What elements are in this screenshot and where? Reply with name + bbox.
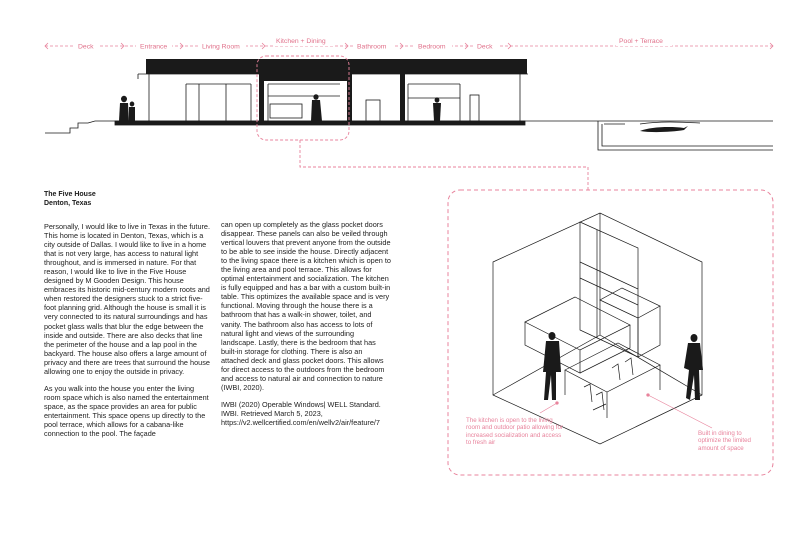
zone-label: Kitchen + Dining: [276, 38, 326, 45]
project-title-block: [44, 190, 96, 208]
zone-label: Deck: [477, 43, 493, 51]
paragraph: Personally, I would like to live in Texas in the future. This home is located in Denton, Texas, which is a city outside of Dallas. I would like to live in a home that is not very large, has access to natural light throughout, and is immersed in nature. For that reason, I would like to live in the Five House designed by M Gooden Design. This house embraces its historic mid-century modern roots and when restored the designers stuck to a strict five-foot planning grid. Although the house is small it is very connected to its natural surroundings and has pocket glass walls that blur the edge between the inside and outside. There are also decks that line the perimeter of the house and a lap pool in the backyard. The house also offers a large amount of privacy and there are trees that surround the house allowing one to enjoy the outside in privacy.: [44, 222, 211, 376]
annotation-dining: Built in dining to optimize the limited amount of space: [698, 430, 751, 452]
text-column-left: [44, 222, 212, 446]
building-section: [45, 59, 773, 150]
zone-label: Pool + Terrace: [619, 38, 663, 45]
project-location: Denton, Texas: [44, 200, 92, 207]
callout-leader: [300, 140, 588, 190]
text-column-right: [221, 220, 391, 435]
zone-label: Living Room: [202, 43, 240, 51]
paragraph: As you walk into the house you enter the living room space which is also named the entertainment space, as the space provides an area for public entertainment. This space opens up directly to the pool terrace, which allows for a cabana-like connection to the pool. The façade: [44, 383, 209, 439]
kitchen-axonometric: [493, 213, 702, 444]
zone-label: Bedroom: [418, 43, 446, 51]
project-name: The Five House: [44, 191, 96, 198]
paragraph: can open up completely as the glass pocket doors disappear. These panels can also be veiled through vertical louvers that prevent anyone from the outside to be able to see inside the house. Directly adjacent to the living space there is a kitchen which is open to the living area and pool terrace. This allows for optimal entertainment and socialization. The kitchen is fully equipped and has a bar with a custom built-in table. This optimizes the available space and is very functional. Moving through the house there is a bathroom that has a walk-in shower, toilet, and vanity. The bathroom also has access to lots of natural light and views of the surrounding landscape. Lastly, there is the bedroom that has built-in storage for clothing. There is also an attached deck and glass pocket doors. This allows for direct access to the outdoors from the bedroom and access to natural air and connection to nature (IWBI, 2020).: [221, 220, 391, 392]
zone-label: Deck: [78, 43, 94, 51]
citation: IWBI (2020) Operable Windows| WELL Standard. IWBI. Retrieved March 5, 2023, https://v2.wellcertified.com/en/wellv2/air/feature/7: [221, 399, 381, 427]
annotation-kitchen: The kitchen is open to the living room and outdoor patio allowing for increased socialization and access to fresh air: [466, 417, 563, 446]
zone-label: Bathroom: [357, 43, 387, 51]
zone-label: Entrance: [140, 43, 168, 51]
